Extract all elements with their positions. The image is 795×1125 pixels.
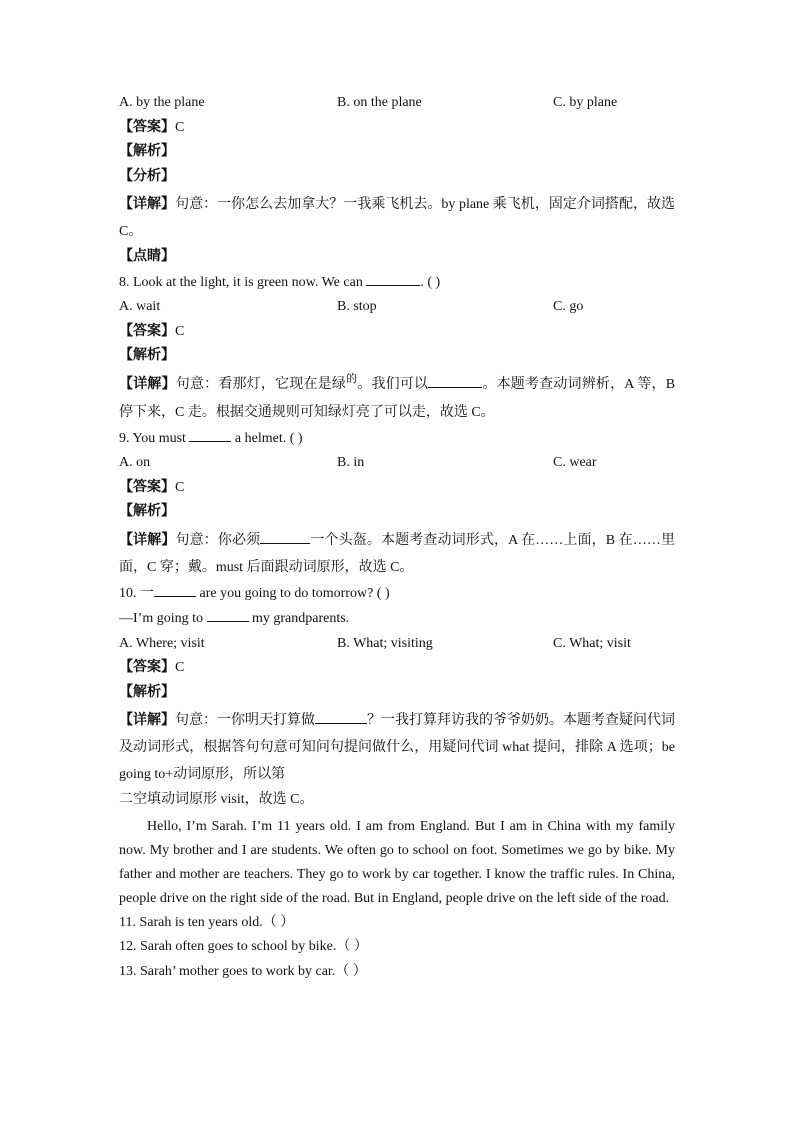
answer-blank [189, 428, 231, 442]
q10-option-c: C. What; visit [553, 635, 631, 651]
answer-blank [207, 608, 249, 622]
q7-analysis-heading: 【解析】 [119, 144, 175, 159]
statement-12: 12. Sarah often goes to school by bike.（ ） [119, 939, 368, 954]
q8-detail: 【详解】句意：看那灯，它现在是绿$^的$。我们可以 。本题考查动词辨析，A 等，B 停下来，C 走。根据交通规则可知绿灯亮了可以走，故选 C。 [119, 372, 676, 420]
q8-analysis-heading: 【解析】 [119, 348, 175, 363]
statement-11: 11. Sarah is ten years old.（ ） [119, 914, 295, 930]
q9-question: 9. You must a helmet. ( ) [119, 428, 675, 449]
document-page [119, 93, 675, 986]
q10-options [119, 634, 675, 654]
q9-option-a: A. on [119, 455, 151, 470]
answer-blank [260, 530, 310, 544]
q7-detail: 【详解】句意：一你怎么去加拿大？一我乘飞机去。by plane 乘飞机，固定介词搭配，故选 C。 [119, 197, 675, 239]
q10-option-b: B. What; visiting [337, 635, 433, 651]
q8-option-c: C. go [553, 299, 584, 314]
q7-option-a: A. by the plane [119, 95, 205, 110]
q9-analysis-heading: 【解析】 [119, 504, 175, 519]
q7-answer: 【答案】C [119, 119, 185, 135]
reading-passage: Hello, I’m Sarah. I’m 11 years old. I am from England. But I am in China with my family now. My brother and I are students. We often go to school on foot. Sometimes we go by bike. My father and mother are teachers. They go to work by car together. I know the traffic rules. In China, people drive on the right side of the road. But in England, people drive on the left side of the road. [119, 818, 675, 906]
q10-detail: 【详解】句意：一你明天打算做 ？一我打算拜访我的爷爷奶奶。本题考查疑问代词及动词形式，根据答句句意可知问句提问做什么，用疑问代词 what 提问，排除 A 选项；be going to+动词原形，所以第 [119, 707, 675, 788]
q8-option-b: B. stop [337, 299, 377, 314]
q10-reply: —I’m going to my grandparents. [119, 608, 675, 629]
q7-dianjing-heading: 【点睛】 [119, 249, 175, 264]
q9-option-c: C. wear [553, 455, 597, 470]
q7-options [119, 93, 675, 113]
q7-option-c: C. by plane [553, 95, 618, 110]
q7-fenxi-heading: 【分析】 [119, 168, 175, 184]
q9-answer: 【答案】C [119, 479, 185, 495]
q9-detail: 【详解】句意：你必须 一个头盔。本题考查动词形式，A 在……上面，B 在……里面，C 穿；戴。must 后面跟动词原形，故选 C。 [119, 527, 675, 581]
q9-option-b: B. in [337, 455, 365, 470]
q8-option-a: A. wait [119, 299, 161, 314]
answer-blank [315, 710, 367, 724]
q8-answer: 【答案】C [119, 323, 185, 339]
answer-blank [154, 583, 196, 597]
answer-blank [366, 272, 420, 286]
q7-option-b: B. on the plane [337, 95, 422, 110]
q10-question: 10. 一 are you going to do tomorrow? ( ) [119, 583, 675, 604]
q9-options [119, 453, 675, 473]
q10-detail-continued: 二空填动词原形 visit，故选 C。 [119, 792, 314, 807]
q10-analysis-heading: 【解析】 [119, 684, 175, 700]
answer-blank [428, 374, 482, 388]
q10-option-a: A. Where; visit [119, 635, 205, 651]
q10-answer: 【答案】C [119, 660, 185, 675]
q8-question: 8. Look at the light, it is green now. We can . ( ) [119, 272, 675, 293]
q8-options [119, 297, 675, 317]
statement-13: 13. Sarah’ mother goes to work by car.（ ） [119, 963, 367, 979]
